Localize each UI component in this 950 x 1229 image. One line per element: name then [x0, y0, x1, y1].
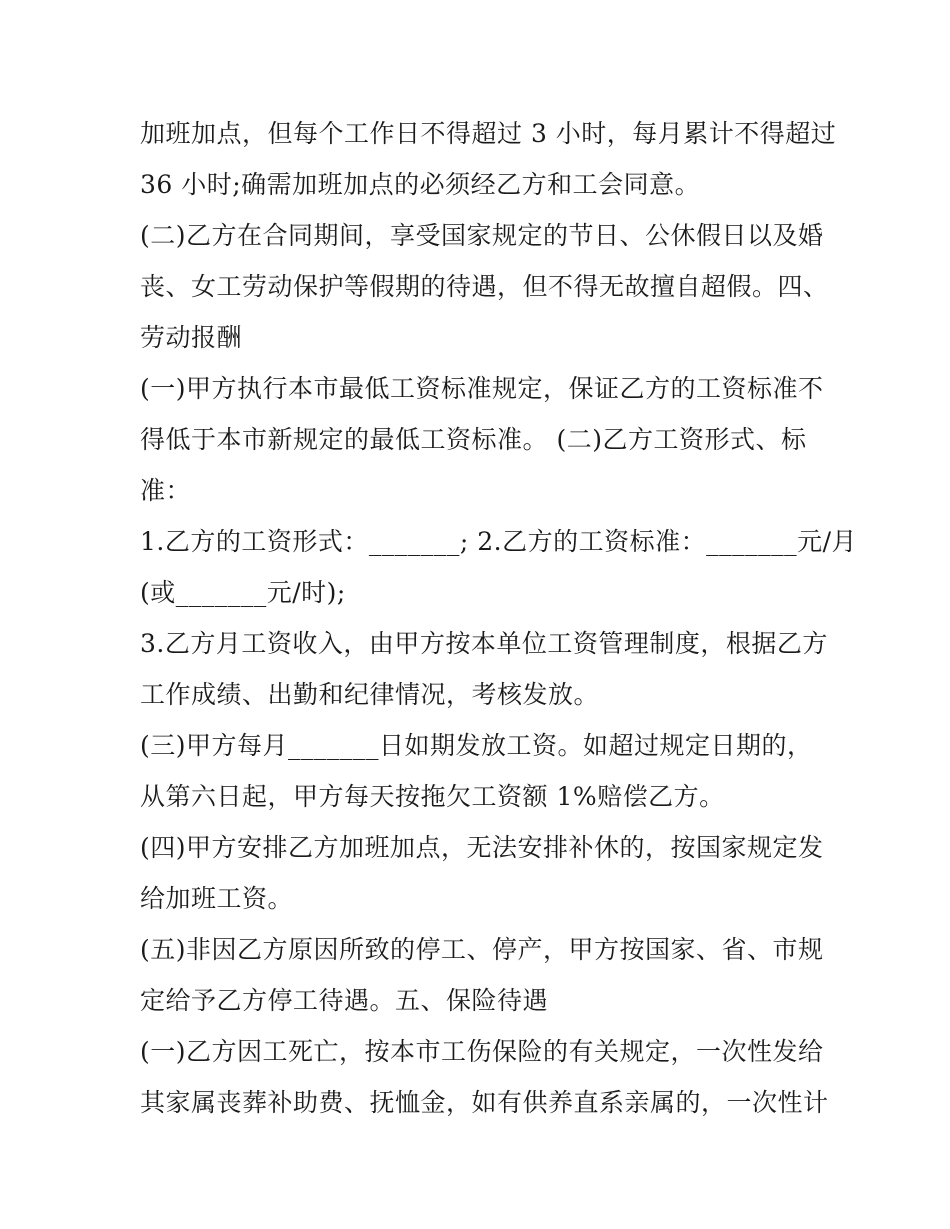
document-body [140, 108, 857, 1128]
text-line: (四)甲方安排乙方加班加点，无法安排补休的，按国家规定发 [140, 833, 824, 862]
text-line: (或_______元/时); [140, 578, 346, 607]
text-line: 准： [140, 476, 192, 505]
text-line: 工作成绩、出勤和纪律情况，考核发放。 [140, 680, 600, 709]
text-line: 3.乙方月工资收入，由甲方按本单位工资管理制度，根据乙方 [140, 629, 828, 658]
text-line: 加班加点，但每个工作日不得超过 3 小时，每月累计不得超过 [140, 119, 837, 148]
text-line: 定给予乙方停工待遇。五、保险待遇 [140, 986, 549, 1015]
text-line: 给加班工资。 [140, 884, 294, 913]
text-line: 36 小时;确需加班加点的必须经乙方和工会同意。 [140, 170, 701, 199]
text-line: 从第六日起，甲方每天按拖欠工资额 1%赔偿乙方。 [140, 782, 725, 811]
text-line: (一)甲方执行本市最低工资标准规定，保证乙方的工资标准不 [140, 374, 824, 403]
text-line: 其家属丧葬补助费、抚恤金，如有供养直系亲属的，一次性计 [140, 1088, 829, 1117]
section-heading: 劳动报酬 [140, 323, 243, 352]
text-line: (一)乙方因工死亡，按本市工伤保险的有关规定，一次性发给 [140, 1037, 824, 1066]
text-line: 丧、女工劳动保护等假期的待遇，但不得无故擅自超假。四、 [140, 272, 829, 301]
text-line: (五)非因乙方原因所致的停工、停产，甲方按国家、省、市规 [140, 935, 824, 964]
text-line: (三)甲方每月_______日如期发放工资。如超过规定日期的， [140, 731, 813, 760]
text-line: (二)乙方在合同期间，享受国家规定的节日、公休假日以及婚 [140, 221, 824, 250]
text-line: 得低于本市新规定的最低工资标准。 (二)乙方工资形式、标 [140, 425, 807, 454]
text-line: 1.乙方的工资形式：_______; 2.乙方的工资标准：_______元/月 [140, 527, 857, 556]
